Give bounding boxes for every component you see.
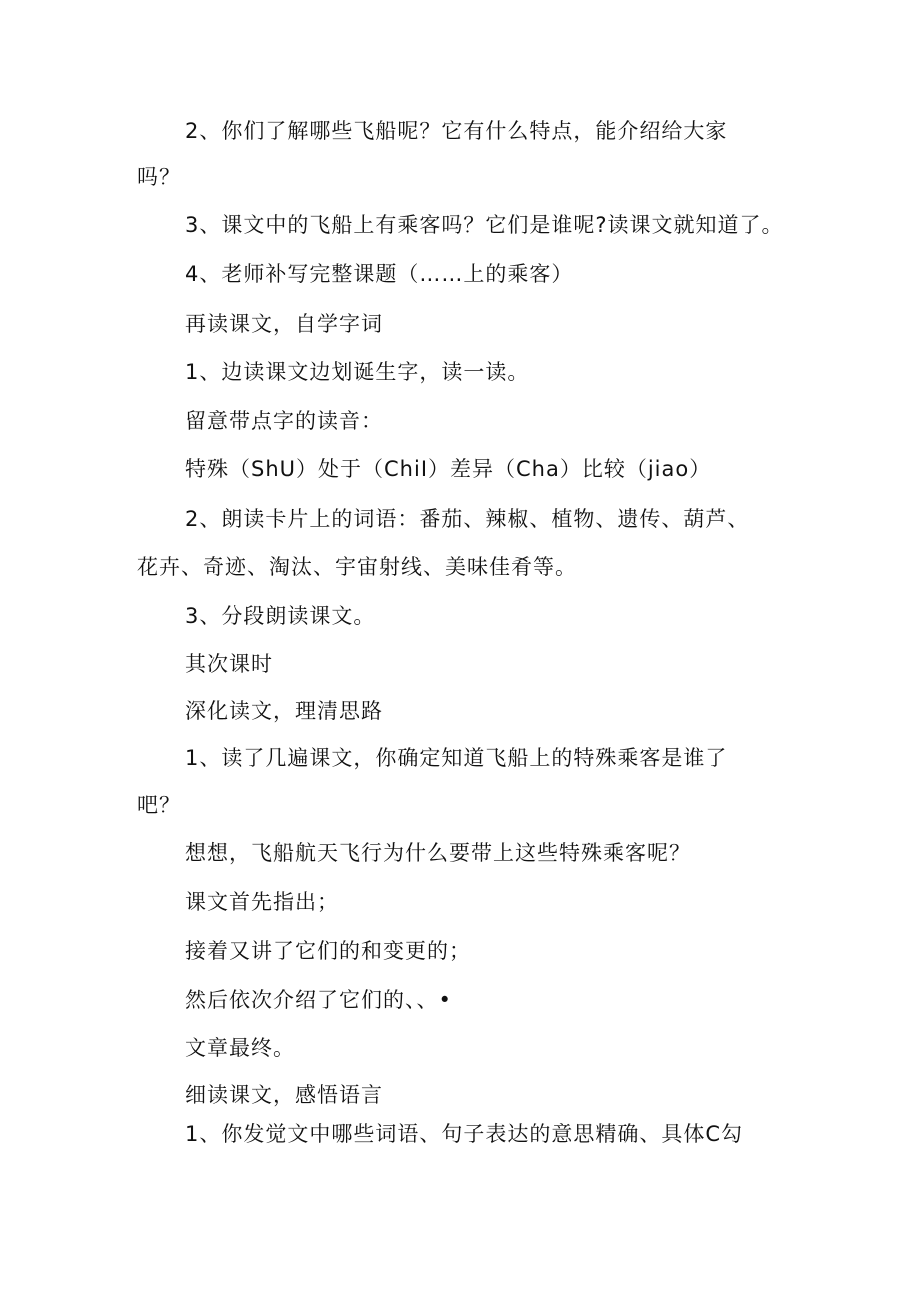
text-line: 1、你发觉文中哪些词语、句子表达的意思精确、具体C勾: [185, 1122, 744, 1146]
text-line: 1、边读课文边划诞生字，读一读。: [185, 360, 530, 384]
text-line: 吗？: [137, 165, 181, 189]
section-heading: 再读课文，自学字词: [185, 312, 383, 336]
text-line: 想想，飞船航天飞行为什么要带上这些特殊乘客呢？: [185, 841, 691, 865]
text-line: 然后依次介绍了它们的、、•: [185, 988, 452, 1012]
section-heading: 其次课时: [185, 652, 273, 676]
section-heading: 深化读文，理清思路: [185, 699, 383, 723]
text-line: 2、朗读卡片上的词语：番茄、辣椒、植物、遗传、葫芦、: [185, 507, 750, 531]
section-heading: 细读课文，感悟语言: [185, 1083, 383, 1107]
text-line: 花卉、奇迹、淘汰、宇宙射线、美味佳肴等。: [137, 555, 577, 579]
text-line: 4、老师补写完整课题（……上的乘客）: [185, 262, 574, 286]
text-line: 2、你们了解哪些飞船呢？它有什么特点，能介绍给大家: [185, 119, 728, 143]
text-line: 3、分段朗读课文。: [185, 604, 376, 628]
text-line: 1、读了几遍课文，你确定知道飞船上的特殊乘客是谁了: [185, 746, 728, 770]
text-line: 吧？: [137, 793, 181, 817]
text-line: 接着又讲了它们的和变更的；: [185, 939, 471, 963]
text-line: 课文首先指出；: [185, 890, 339, 914]
text-line: 文章最终。: [185, 1036, 295, 1060]
text-line: 3、课文中的飞船上有乘客吗？它们是谁呢?读课文就知道了。: [185, 213, 784, 237]
text-line: 留意带点字的读音：: [185, 409, 383, 433]
text-line: 特殊（ShU）处于（ChiI）差异（Cha）比较（jiao）: [185, 457, 712, 481]
